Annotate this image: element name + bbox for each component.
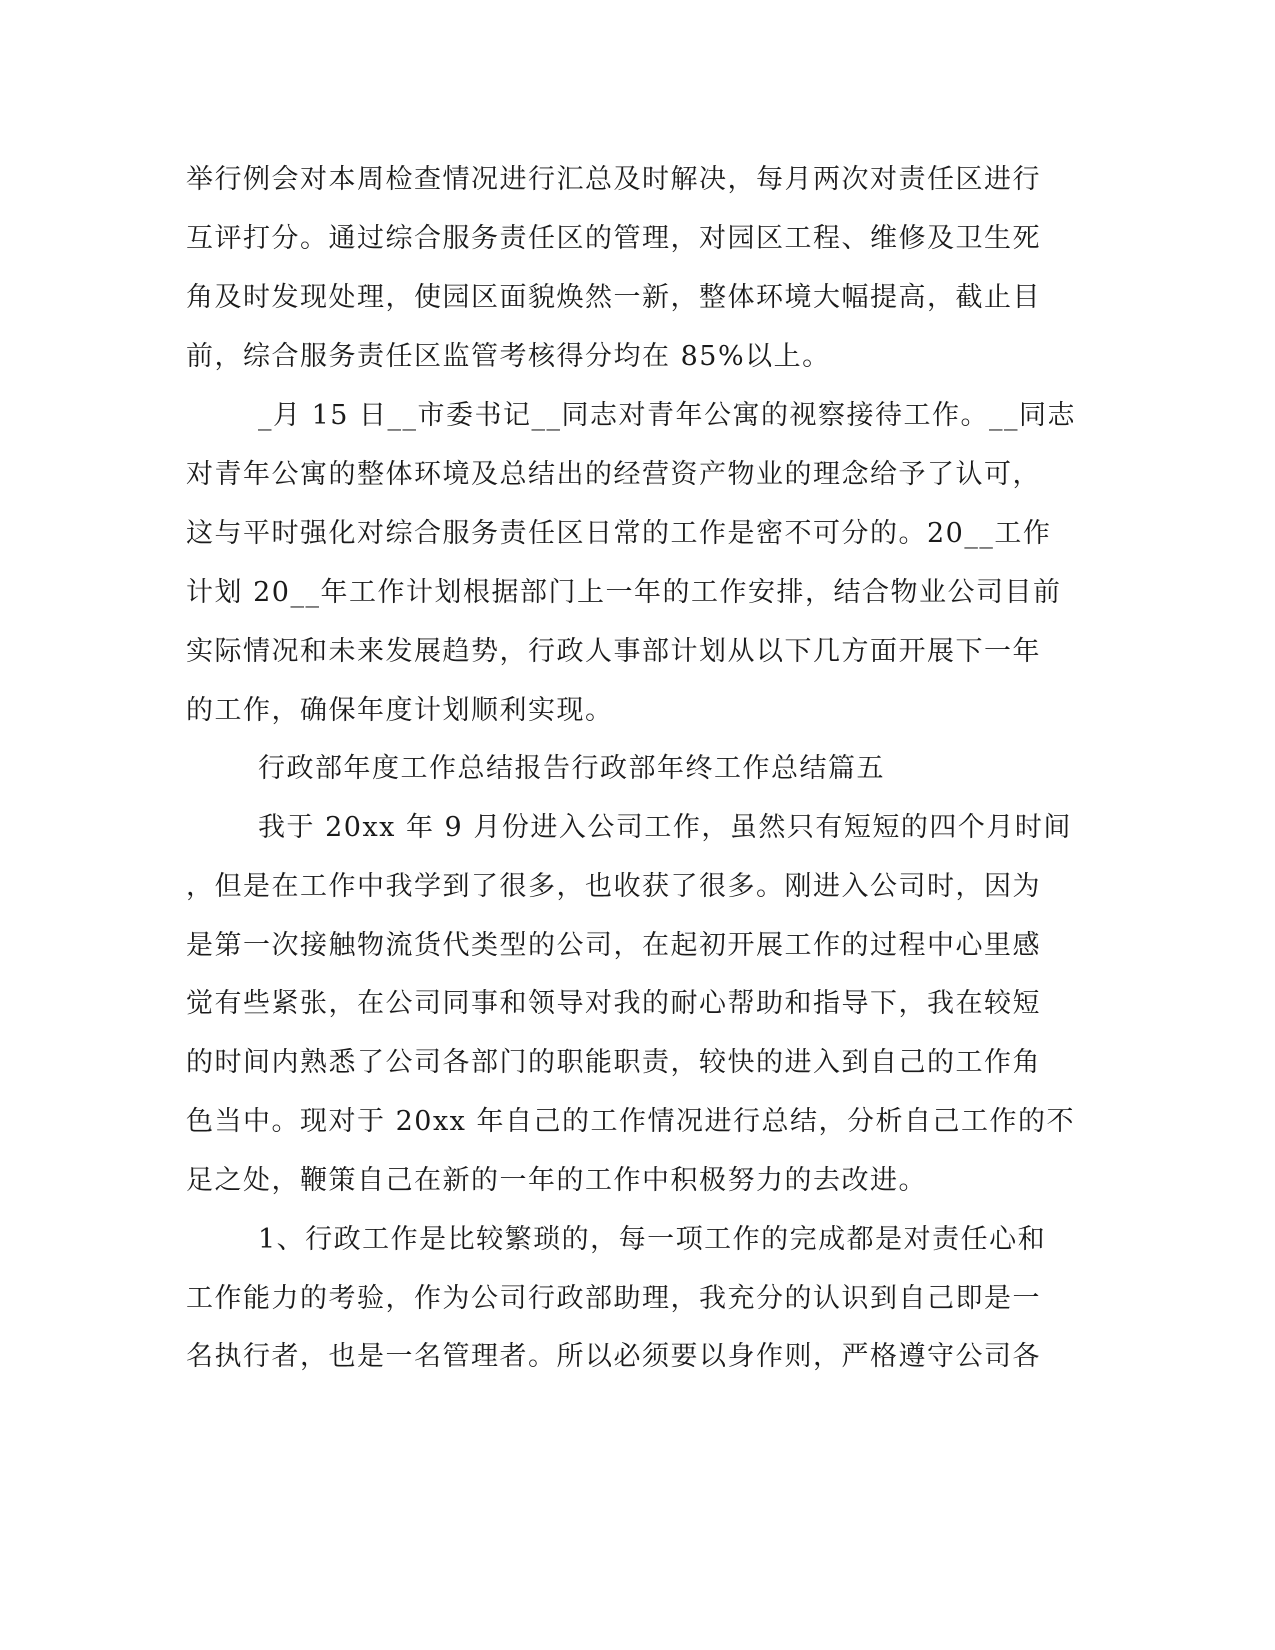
body-text-line: 的工作，确保年度计划顺利实现。 (186, 695, 614, 726)
body-text-line: 角及时发现处理，使园区面貌焕然一新，整体环境大幅提高，截止目 (186, 282, 1041, 313)
body-text-line: 1、行政工作是比较繁琐的，每一项工作的完成都是对责任心和 (258, 1224, 1047, 1255)
body-text-line: 互评打分。通过综合服务责任区的管理，对园区工程、维修及卫生死 (186, 223, 1041, 254)
body-text-line: 对青年公寓的整体环境及总结出的经营资产物业的理念给予了认可， (186, 459, 1041, 490)
body-text-line: _月 15 日__市委书记__同志对青年公寓的视察接待工作。__同志 (258, 400, 1077, 431)
body-text-line: 觉有些紧张，在公司同事和领导对我的耐心帮助和指导下，我在较短 (186, 988, 1041, 1019)
section-heading: 行政部年度工作总结报告行政部年终工作总结篇五 (258, 753, 885, 784)
body-text-line: 我于 20xx 年 9 月份进入公司工作，虽然只有短短的四个月时间 (258, 812, 1072, 843)
body-text-line: 前，综合服务责任区监管考核得分均在 85%以上。 (186, 341, 831, 372)
body-text-line: 这与平时强化对综合服务责任区日常的工作是密不可分的。20__工作 (186, 518, 1052, 549)
body-text-line: 色当中。现对于 20xx 年自己的工作情况进行总结，分析自己工作的不 (186, 1106, 1075, 1137)
body-text-line: 的时间内熟悉了公司各部门的职能职责，较快的进入到自己的工作角 (186, 1047, 1041, 1078)
body-text-line: 举行例会对本周检查情况进行汇总及时解决，每月两次对责任区进行 (186, 164, 1041, 195)
body-text-line: 名执行者，也是一名管理者。所以必须要以身作则，严格遵守公司各 (186, 1341, 1041, 1372)
body-text-line: 工作能力的考验，作为公司行政部助理，我充分的认识到自己即是一 (186, 1283, 1041, 1314)
body-text-line: 实际情况和未来发展趋势，行政人事部计划从以下几方面开展下一年 (186, 636, 1041, 667)
body-text-line: 计划 20__年工作计划根据部门上一年的工作安排，结合物业公司目前 (186, 577, 1062, 608)
body-text-line: ，但是在工作中我学到了很多，也收获了很多。刚进入公司时，因为 (186, 871, 1041, 902)
body-text-line: 足之处，鞭策自己在新的一年的工作中积极努力的去改进。 (186, 1165, 927, 1196)
body-text-line: 是第一次接触物流货代类型的公司，在起初开展工作的过程中心里感 (186, 930, 1041, 961)
